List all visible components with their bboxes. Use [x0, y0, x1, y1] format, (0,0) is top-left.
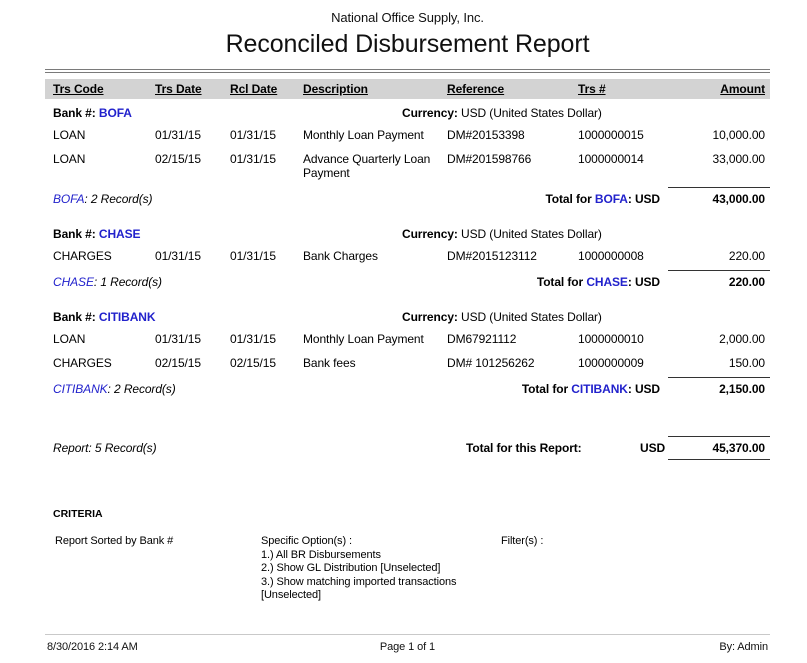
reference-cell: DM#2015123112	[447, 249, 537, 263]
flex-spacer	[45, 603, 770, 635]
amount-cell: 220.00	[728, 249, 765, 263]
currency-label: Currency:	[402, 227, 458, 241]
table-row	[45, 244, 770, 268]
bank-header-row	[45, 303, 770, 327]
description-cell: Advance Quarterly Loan Payment	[303, 152, 431, 180]
report-total-currency: USD	[640, 441, 666, 455]
footer-page-number: Page 1 of 1	[379, 641, 436, 653]
trs-date-cell: 01/31/15	[155, 249, 201, 263]
description-cell: Bank Charges	[303, 249, 378, 263]
trs-num-cell: 1000000014	[578, 152, 644, 166]
column-header-amount: Amount	[720, 82, 765, 96]
bank-label: Bank #:	[53, 106, 96, 120]
table-row	[45, 147, 770, 185]
reference-cell: DM# 101256262	[447, 356, 535, 370]
criteria-sorted-by: Report Sorted by Bank #	[55, 535, 174, 547]
currency-label: Currency:	[402, 310, 458, 324]
bank-total-row	[45, 270, 770, 289]
currency-value: USD (United States Dollar)	[461, 106, 602, 120]
bank-link[interactable]: CHASE	[586, 275, 628, 289]
rcl-date-cell: 01/31/15	[230, 332, 276, 346]
criteria-heading: CRITERIA	[53, 508, 103, 520]
footer-row	[45, 635, 770, 653]
total-for-label: Total for	[536, 275, 584, 289]
trs-date-cell: 02/15/15	[155, 152, 201, 166]
report-record-count: Report: 5 Record(s)	[53, 441, 157, 455]
bank-header-row	[45, 99, 770, 123]
column-header-trs-date: Trs Date	[155, 82, 202, 96]
currency-value: USD (United States Dollar)	[461, 227, 602, 241]
total-for-label: Total for	[521, 382, 569, 396]
option-item: 3.) Show matching imported transactions [Unselected]	[261, 575, 457, 601]
trs-num-cell: 1000000008	[578, 249, 644, 263]
bank-label: Bank #:	[53, 227, 96, 241]
trs-date-cell: 01/31/15	[155, 332, 201, 346]
criteria-row	[45, 535, 770, 603]
total-for-label: Total for	[545, 192, 592, 206]
table-row	[45, 351, 770, 375]
amount-cell: 33,000.00	[712, 152, 765, 166]
trs-code-cell: LOAN	[53, 152, 86, 166]
criteria-section	[45, 508, 770, 603]
table-row	[45, 123, 770, 147]
column-header-trs-code: Trs Code	[53, 82, 104, 96]
currency-value: USD (United States Dollar)	[461, 310, 602, 324]
bank-link[interactable]: BOFA	[53, 192, 85, 206]
bank-link[interactable]: BOFA	[594, 192, 628, 206]
bank-link[interactable]: CITIBANK	[53, 382, 108, 396]
footer-author: By: Admin	[719, 641, 768, 653]
bank-total-amount: 220.00	[668, 270, 770, 289]
bank-header-row	[45, 220, 770, 244]
description-cell: Monthly Loan Payment	[303, 128, 424, 142]
bank-link[interactable]: CHASE	[98, 227, 141, 241]
trs-num-cell: 1000000009	[578, 356, 644, 370]
table-row	[45, 327, 770, 351]
rcl-date-cell: 01/31/15	[230, 152, 276, 166]
total-currency-suffix: : USD	[627, 192, 660, 206]
rcl-date-cell: 01/31/15	[230, 128, 276, 142]
report-total-label: Total for this Report:	[466, 441, 582, 455]
trs-code-cell: LOAN	[53, 128, 86, 142]
bank-total-amount: 43,000.00	[668, 187, 770, 206]
bank-link[interactable]: CITIBANK	[571, 382, 628, 396]
double-rule	[45, 69, 770, 73]
column-header-reference: Reference	[447, 82, 505, 96]
bank-link[interactable]: BOFA	[98, 106, 132, 120]
bank-total-row	[45, 187, 770, 206]
reference-cell: DM#20153398	[447, 128, 525, 142]
report-total-amount: 45,370.00	[668, 436, 770, 460]
reference-cell: DM67921112	[447, 332, 517, 346]
bank-label: Bank #:	[53, 310, 96, 324]
rcl-date-cell: 02/15/15	[230, 356, 276, 370]
total-currency-suffix: : USD	[627, 275, 660, 289]
currency-label: Currency:	[402, 106, 458, 120]
bank-total-amount: 2,150.00	[668, 377, 770, 396]
filters-label: Filter(s) :	[501, 535, 544, 547]
bank-link[interactable]: CITIBANK	[98, 310, 156, 324]
trs-code-cell: CHARGES	[53, 249, 112, 263]
report-title: Reconciled Disbursement Report	[225, 30, 590, 58]
trs-num-cell: 1000000015	[578, 128, 644, 142]
reference-cell: DM#201598766	[447, 152, 532, 166]
bank-group-chase	[45, 220, 770, 289]
trs-date-cell: 02/15/15	[155, 356, 201, 370]
description-cell: Monthly Loan Payment	[303, 332, 424, 346]
trs-code-cell: CHARGES	[53, 356, 112, 370]
bank-total-row	[45, 377, 770, 396]
table-header-row	[45, 79, 770, 99]
amount-cell: 150.00	[728, 356, 765, 370]
trs-date-cell: 01/31/15	[155, 128, 201, 142]
trs-code-cell: LOAN	[53, 332, 86, 346]
record-count: : 1 Record(s)	[93, 275, 162, 289]
bank-group-bofa	[45, 99, 770, 206]
criteria-options	[261, 535, 501, 603]
description-cell: Bank fees	[303, 356, 356, 370]
rcl-date-cell: 01/31/15	[230, 249, 276, 263]
option-item: 2.) Show GL Distribution [Unselected]	[261, 562, 441, 574]
amount-cell: 10,000.00	[712, 128, 765, 142]
specific-options-label: Specific Option(s) :	[261, 535, 352, 547]
total-currency-suffix: : USD	[627, 382, 660, 396]
column-header-description: Description	[303, 82, 368, 96]
bank-link[interactable]: CHASE	[53, 275, 94, 289]
report-summary-row	[45, 436, 770, 460]
column-header-trs-num: Trs #	[578, 82, 606, 96]
footer-datetime: 8/30/2016 2:14 AM	[47, 641, 138, 653]
amount-cell: 2,000.00	[719, 332, 765, 346]
trs-num-cell: 1000000010	[578, 332, 644, 346]
company-name: National Office Supply, Inc.	[331, 10, 484, 25]
record-count: : 2 Record(s)	[107, 382, 176, 396]
bank-group-citibank	[45, 303, 770, 396]
option-item: 1.) All BR Disbursements	[261, 548, 381, 561]
record-count: : 2 Record(s)	[84, 192, 153, 206]
column-header-rcl-date: Rcl Date	[230, 82, 278, 96]
